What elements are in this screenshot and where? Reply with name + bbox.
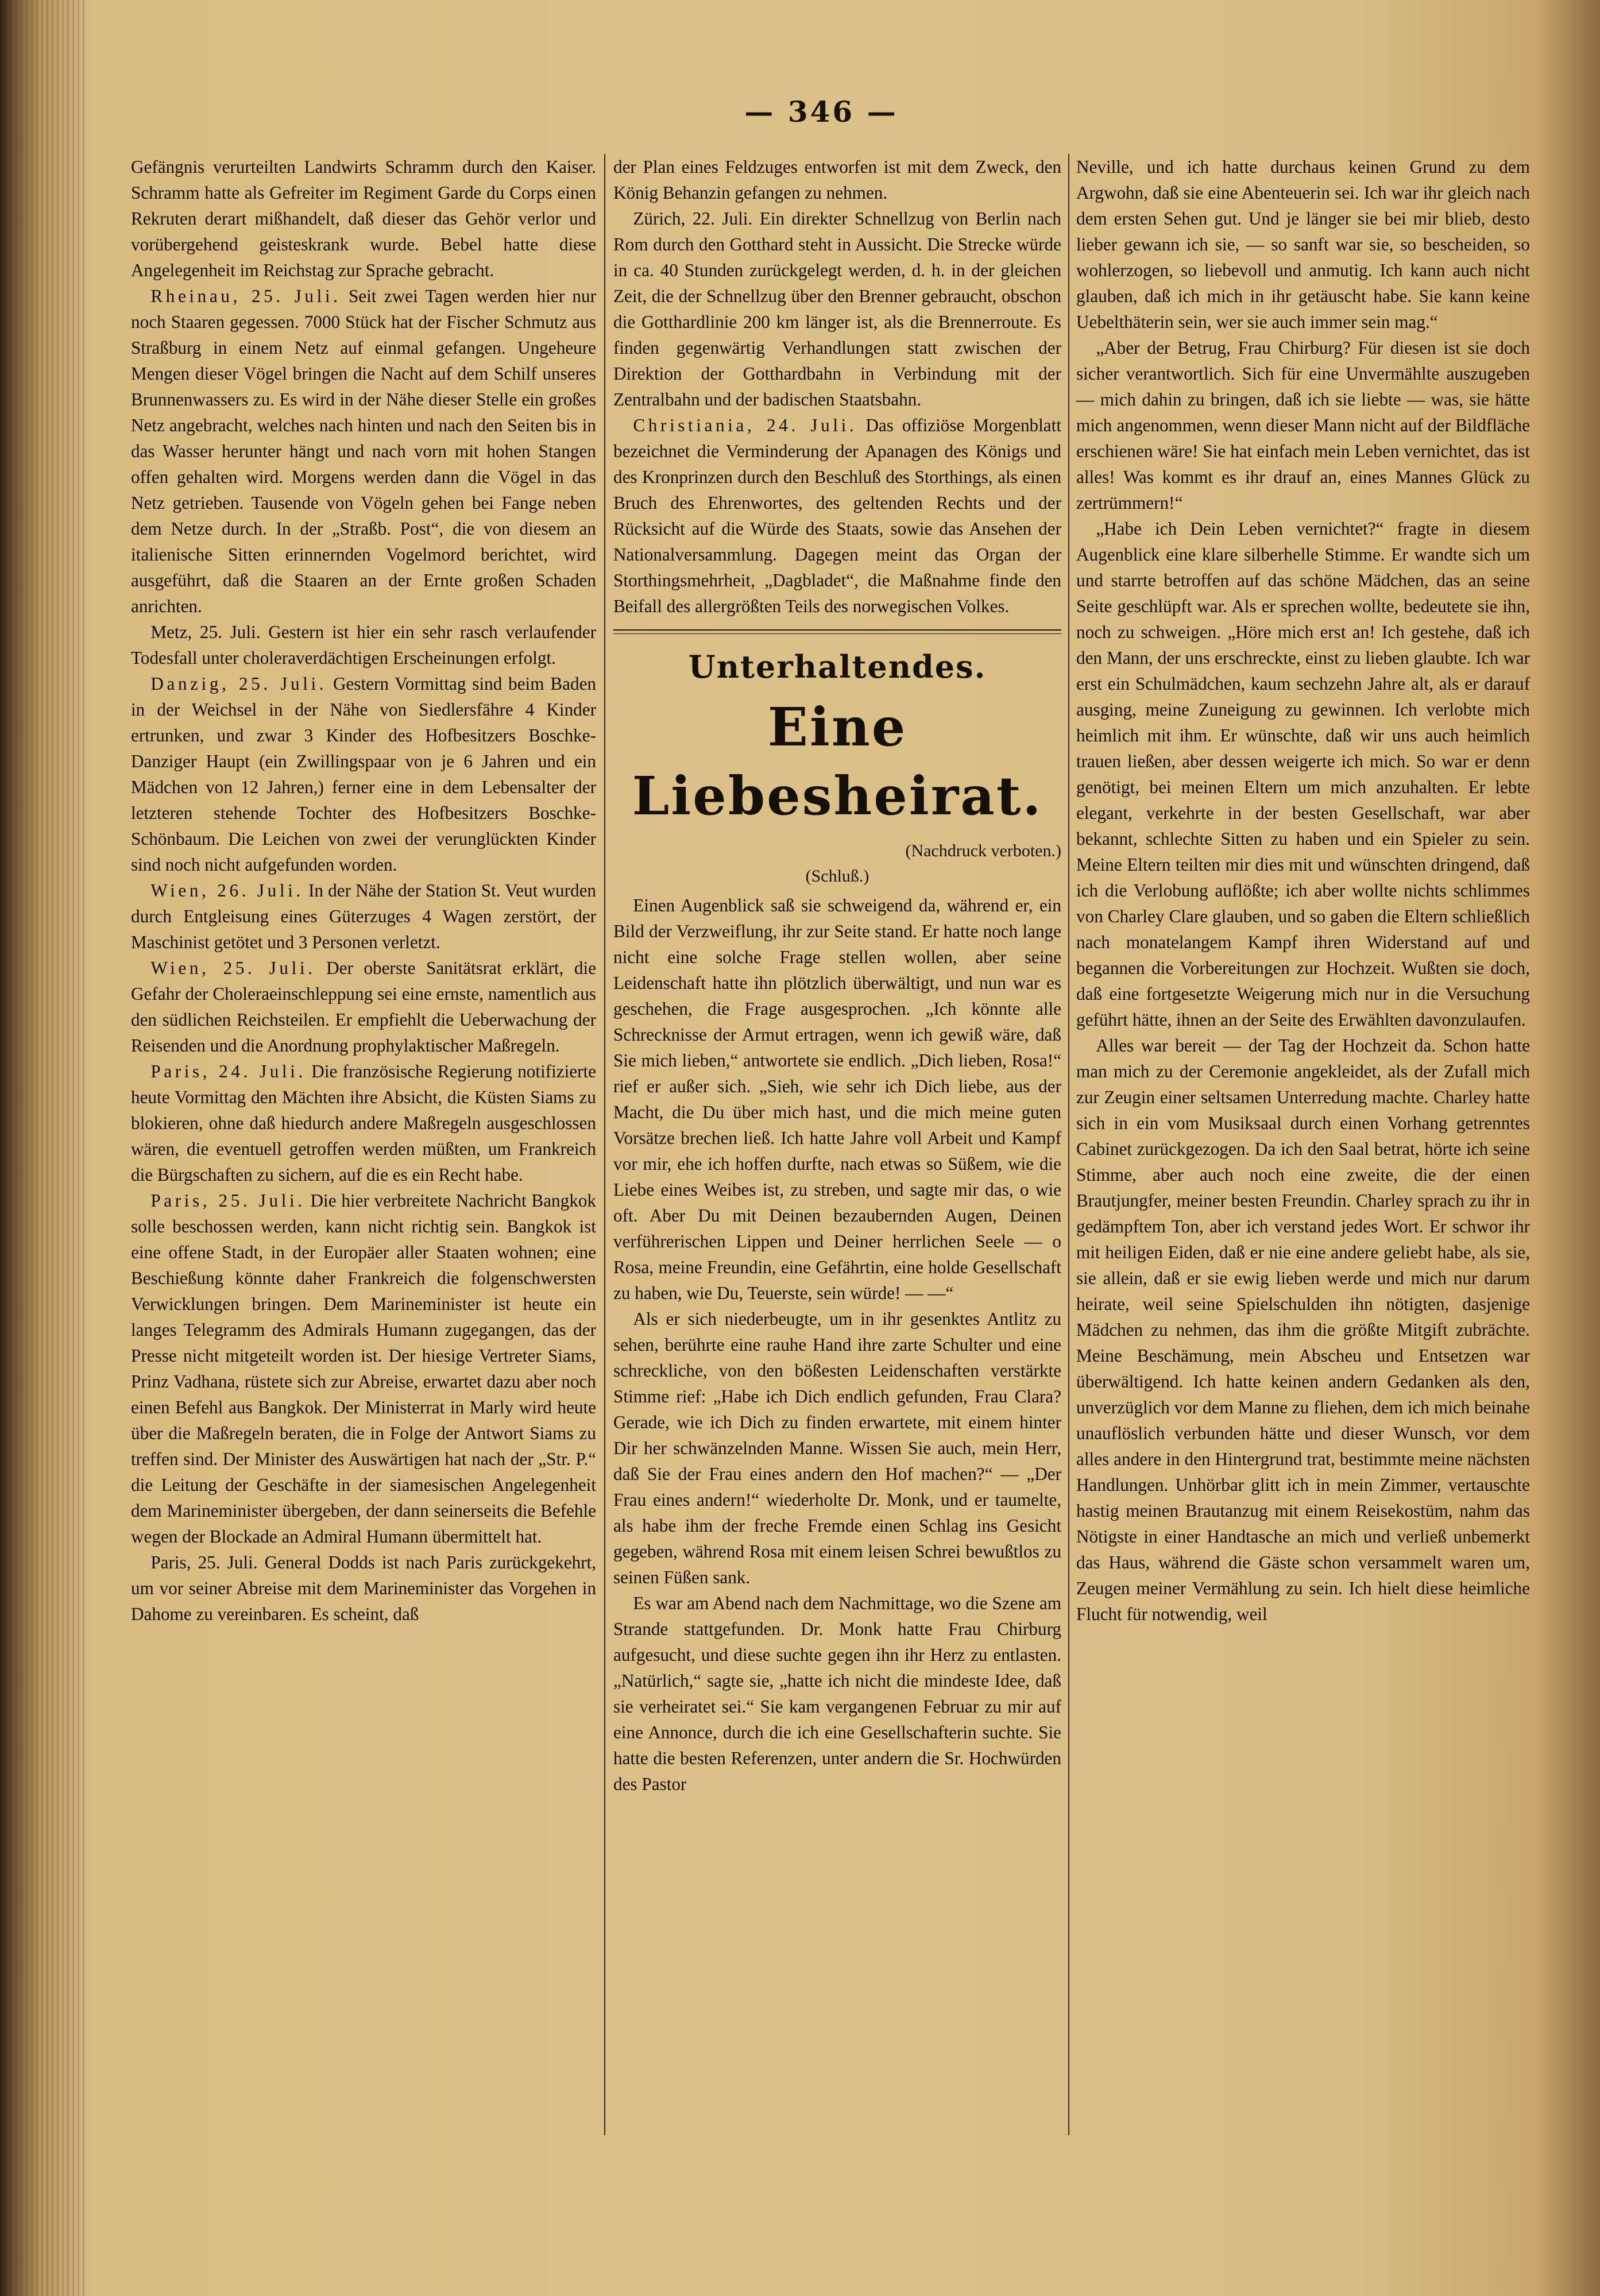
news-text: Ein direkter Schnellzug von Berlin nach Rom durch den Gotthard steht in Aussicht. Die Strecke würde in ca. 40 Stunden zurückgelegt werden, d. h. in der gleichen Zeit, die der Schnellzug über den Brenner gebraucht, obschon die Gotthardlinie 200 km länger ist, als die Brennerroute. Es finden gegenwärtig Verhandlungen statt zwischen der Direktion der Gotthardbahn in Verbindung mit der Zentralbahn und der badischen Staatsbahn. — [613, 208, 1062, 409]
column-divider — [1068, 154, 1069, 2135]
news-item — [131, 1058, 596, 1188]
news-item — [613, 412, 1061, 619]
news-text: General Dodds ist nach Paris zurückgekehrt, um vor seiner Abreise mit dem Marineminister das Vorgehen in Dahome zu vereinbaren. Es scheint, daß — [131, 1552, 597, 1624]
section-divider — [613, 629, 1061, 634]
news-item — [131, 154, 596, 283]
news-text: Die hier verbreitete Nachricht Bangkok solle beschossen werden, kann nicht richtig sein. Bangkok ist eine offene Stadt, in der Europäer aller Staaten wohnen; eine Beschießung könnte daher Frankreich die folgenschwersten Verwicklungen bringen. Dem Marineminister ist heute ein langes Telegramm des Admirals Humann zugegangen, das der Presse nicht mitgeteilt worden ist. Der hiesige Vertreter Siams, Prinz Vadhana, rüstete sich zur Abreise, erwartet dazu aber noch einen Befehl aus Bangkok. Der Ministerrat in Marly wird heute über die Maßregeln beraten, die in Folge der Antwort Siams zu treffen sind. Der Minister des Auswärtigen hat nach der „Str. P.“ die Leitung der Geschäfte in der siamesischen Angelegenheit dem Marineminister übergeben, der dann seinerseits die Befehle wegen der Blockade an Admiral Humann übermittelt hat. — [131, 1190, 597, 1547]
news-dateline: Danzig, 25. Juli. — [150, 674, 327, 694]
news-item — [613, 206, 1061, 412]
left-column — [131, 154, 596, 1627]
section-heading: Unterhaltendes. — [688, 648, 987, 685]
story-title: Eine Liebesheirat. — [632, 696, 1043, 827]
news-text: der Plan eines Feldzuges entworfen ist mit dem Zweck, den König Behanzin gefangen zu nehmen. — [613, 157, 1061, 203]
news-item — [131, 878, 596, 955]
news-dateline: Rheinau, 25. Juli. — [150, 286, 341, 306]
news-dateline: Metz, 25. Juli. — [150, 622, 261, 642]
news-item — [131, 619, 596, 671]
news-item — [613, 154, 1061, 206]
conclusion-note: (Schluß.) — [805, 867, 869, 886]
news-item — [131, 955, 596, 1058]
story-paragraph: Es war am Abend nach dem Nachmittage, wo die Szene am Strande stattgefunden. Dr. Monk hatte Frau Chirburg aufgesucht, und diese suchte gegen ihn ihr Herz zu entlasten. „Natürlich,“ sagte sie, „hatte ich nicht die mindeste Idee, daß sie verheiratet sei.“ Sie kam vergangenen Februar zu mir auf eine Annonce, durch die ich eine Gesellschafterin suchte. Sie hatte die besten Referenzen, unter andern die Sr. Hochwürden des Pastor — [613, 1593, 1061, 1794]
story-paragraph: Alles war bereit — der Tag der Hochzeit da. Schon hatte man mich zu der Ceremonie angekleidet, als der Zufall mich zur Zeugin einer seltsamen Unterredung machte. Charley hatte sich in ein vom Musiksaal durch einen Vorhang getrenntes Cabinet zurückgezogen. Da ich den Saal betrat, hörte ich seine Stimme, aber auch noch eine zweite, die der einen Brautjungfer, meiner besten Freundin. Charley sprach zu ihr in gedämpftem Ton, aber ich verstand jedes Wort. Er schwor ihr mit heiligen Eiden, daß er nie eine andere geliebt habe, als sie, sie allein, daß er sie ewig lieben werde und mich nur darum heirate, weil seine Spielschulden ihn nötigten, dasjenige Mädchen zu nehmen, das ihm die größte Mitgift zubrächte. Meine Beschämung, mein Abscheu und Entsetzen war überwältigend. Ich hatte keinen andern Gedanken als den, unverzüglich vor dem Manne zu fliehen, dem ich mich beinahe unauflöslich verbunden hätte und dieser Wunsch, vor dem alles andere in den Hintergrund trat, bestimmte meine nächsten Handlungen. Unhörbar glitt ich in mein Zimmer, vertauschte hastig meinen Brautanzug mit einem Reisekostüm, nahm das Nötigste in einer Handtasche an mich und verließ unbemerkt das Haus, während die Gäste schon versammelt waren um, Zeugen meiner Vermählung zu sein. Ich hielt diese heimliche Flucht für notwendig, weil — [1076, 1035, 1530, 1624]
news-text: Das offiziöse Morgenblatt bezeichnet die Verminderung der Apanagen des Königs und des Kronprinzen durch den Beschluß des Storthings, als einen Bruch des Ehrenwortes, des geltenden Rechts und der Rücksicht auf die Würde des Staats, sowie das Ansehen der Nationalversammlung. Dagegen meint das Organ der Storthingsmehrheit, „Dagbladet“, die Maßnahme finde den Beifall des allergrößten Teils des norwegischen Volkes. — [613, 415, 1061, 616]
story-paragraph: „Habe ich Dein Leben vernichtet?“ fragte in diesem Augenblick eine klare silberhelle Stimme. Er wandte sich um und starrte betroffen auf das schöne Mädchen, das an seine Seite geschlüpft war. Als er sprechen wollte, bedeutete sie ihn, noch zu schweigen. „Höre mich erst an! Ich gestehe, daß ich den Mann, der uns erschreckte, einst zu lieben glaubte. Ich war erst ein Schulmädchen, kaum sechzehn Jahre alt, als er darauf ausging, meine Zuneigung zu gewinnen. Ich verlobte mich heimlich mit ihm. Er wünschte, daß wir uns auch heimlich trauen ließen, aber dessen weigerte ich mich. So war er denn genötigt, bei meinen Eltern um mich anzuhalten. Er lebte elegant, verkehrte in der besten Gesellschaft, war aber bekannt, schlechte Sitten zu haben und ein Spieler zu sein. Meine Eltern teilten mir dies mit und wünschten dringend, daß ich die Verlobung auflößte; ich aber wollte nichts schlimmes von Charley Clare glauben, und so gaben die Eltern schließlich nach monatelangem Kampf ihren Widerstand auf und begannen die Vorbereitungen zur Hochzeit. Wußten sie doch, daß eine fortgesetzte Weigerung mich nur in die Versuchung geführt hätte, ihnen an der Seite des Erwählten davonzulaufen. — [1076, 519, 1530, 1030]
news-dateline: Wien, 26. Juli. — [150, 880, 304, 900]
news-item — [131, 671, 596, 878]
story-paragraph: Neville, und ich hatte durchaus keinen Grund zu dem Argwohn, daß sie eine Abenteuerin sei. Ich war ihr gleich nach dem ersten Sehen gut. Und je länger sie bei mir blieb, desto lieber gewann ich sie, — so sanft war sie, so bescheiden, so wohlerzogen, so liebevoll und anmutig. Ich kann auch nicht glauben, daß ich mich in ihr getäuscht habe. Sie kann keine Uebelthäterin sein, wer sie auch immer sein mag.“ — [1076, 157, 1530, 332]
book-binding-edge — [0, 0, 86, 2296]
news-text: Der oberste Sanitätsrat erklärt, die Gefahr der Choleraeinschleppung sei eine ernste, namentlich aus den südlichen Reichsteilen. Er empfiehlt die Ueberwachung der Reisenden und die Anordnung prophylaktischer Maßregeln. — [131, 958, 596, 1056]
story-paragraph: Einen Augenblick saß sie schweigend da, während er, ein Bild der Verzweiflung, ihr zur Seite stand. Er hatte noch lange nicht eine solche Frage stellen wollen, aber seine Leidenschaft hatte ihn plötzlich überwältigt, und nun war es geschehen, die Frage ausgesprochen. „Ich könnte alle Schrecknisse der Armut ertragen, wenn ich gewiß wäre, daß Sie mich lieben,“ antwortete sie endlich. „Dich lieben, Rosa!“ rief er außer sich. „Sieh, wie sehr ich Dich liebe, aus der Macht, die Du über mich hast, und die mich meine guten Vorsätze brechen ließ. Ich hatte Jahre voll Arbeit und Kampf vor mir, ehe ich hoffen durfte, nach etwas so Süßem, wie die Liebe eines Weibes ist, zu streben, und sagte mir das, o wie oft. Aber Du mit Deinen bezaubernden Augen, Deinen verführerischen Lippen und Deiner herrlichen Seele — o Rosa, meine Freundin, eine Gefährtin, eine holde Gesellschaft zu haben, wie Du, Teuerste, sein würde! — —“ — [613, 895, 1061, 1303]
middle-column — [613, 154, 1061, 1797]
news-text: Gefängnis verurteilten Landwirts Schramm durch den Kaiser. Schramm hatte als Gefreiter im Regiment Garde du Corps einen Rekruten derart mißhandelt, daß dieser das Gehör verlor und vorübergehend geisteskrank wurde. Bebel hatte diese Angelegenheit im Reichstag zur Sprache gebracht. — [131, 157, 596, 280]
news-item — [131, 283, 596, 619]
column-divider — [604, 154, 605, 2135]
story-paragraph: „Aber der Betrug, Frau Chirburg? Für diesen ist sie doch sicher verantwortlich. Sich für eine Unvermählte auszugeben — mich dahin zu bringen, daß ich sie liebte — was, sie hätte mich angenommen, wenn dieser Mann nicht auf der Bildfläche erschienen wäre! Sie hat einfach mein Leben vernichtet, das ist alles! Was kommt es ihr drauf an, eines Mannes Glück zu zertrümmern!“ — [1076, 338, 1530, 513]
news-dateline: Wien, 25. Juli. — [150, 958, 316, 978]
news-item — [131, 1188, 596, 1549]
news-text: Gestern Vormittag sind beim Baden in der Weichsel in der Nähe von Siedlersfähre 4 Kinder ertrunken, und zwar 3 Kinder des Hofbesitzers Boschke-Danziger Haupt (ein Zwillingspaar von je 6 Jahren und ein Mädchen von 12 Jahren,) ferner eine in dem Lebensalter der letzteren stehende Tochter des Hofbesitzers Boschke-Schönbaum. Die Leichen von zwei der verunglückten Kinder sind noch nicht aufgefunden worden. — [131, 674, 597, 875]
news-text: Gestern ist hier ein sehr rasch verlaufender Todesfall unter choleraverdächtigen Erscheinungen erfolgt. — [131, 622, 596, 668]
story-paragraph: Als er sich niederbeugte, um in ihr gesenktes Antlitz zu sehen, berührte eine rauhe Hand ihre zarte Schulter und eine schreckliche, von den bößesten Leidenschaften verstärkte Stimme rief: „Habe ich Dich endlich gefunden, Frau Clara? Gerade, wie ich Dich zu finden erwartete, mit einem hinter Dir her schwänzelnden Manne. Wissen Sie auch, mein Herr, daß Sie der Frau eines andern den Hof machen?“ — „Der Frau eines andern!“ wiederholte Dr. Monk, und er taumelte, als habe ihm der freche Fremde einen Schlag ins Gesicht gegeben, während Rosa mit einem leisen Schrei bewußtlos zu seinen Füßen sank. — [613, 1309, 1061, 1587]
news-text: Seit zwei Tagen werden hier nur noch Staaren gegessen. 7000 Stück hat der Fischer Schmutz aus Straßburg in einem Netz auf einmal gefangen. Ungeheure Mengen dieser Vögel bringen die Nacht auf dem Schilf unseres Brunnenwassers zu. Es wird in der Nähe dieser Stelle ein großes Netz angebracht, welches nach hinten und nach den Seiten bis in das Wasser herunter hängt und nach vorn mit hohen Stangen offen gehalten wird. Morgens werden dann die Vögel in das Netz getrieben. Tausende von Vögeln gehen bei Fange neben dem Netze durch. In der „Straßb. Post“, die von diesem an italienische Sitten erinnernden Vogelmord berichtet, wird ausgeführt, daß die Staaren an der Ernte großen Schaden anrichten. — [131, 286, 596, 616]
news-item — [131, 1549, 596, 1627]
page-number: — 346 — — [744, 95, 898, 129]
news-dateline: Paris, 24. Juli. — [150, 1061, 306, 1081]
news-dateline: Zürich, 22. Juli. — [633, 208, 753, 229]
news-dateline: Paris, 25. Juli. — [150, 1552, 258, 1572]
news-dateline: Christiania, 24. Juli. — [633, 415, 857, 435]
news-text: In der Nähe der Station St. Veut wurden durch Entgleisung eines Güterzuges 4 Wagen zerstört, der Maschinist getötet und 3 Personen verletzt. — [131, 880, 597, 952]
news-text: Die französische Regierung notifizierte heute Vormittag den Mächten ihre Absicht, die Küsten Siams zu blokieren, ohne daß hiedurch andere Maßregeln ausgeschlossen wären, die eventuell getroffen werden müßten, um Frankreich die Bürgschaften zu sichern, auf die es ein Recht habe. — [131, 1061, 597, 1185]
right-column — [1076, 154, 1530, 1627]
news-dateline: Paris, 25. Juli. — [150, 1190, 306, 1211]
reprint-note: (Nachdruck verboten.) — [905, 841, 1061, 860]
